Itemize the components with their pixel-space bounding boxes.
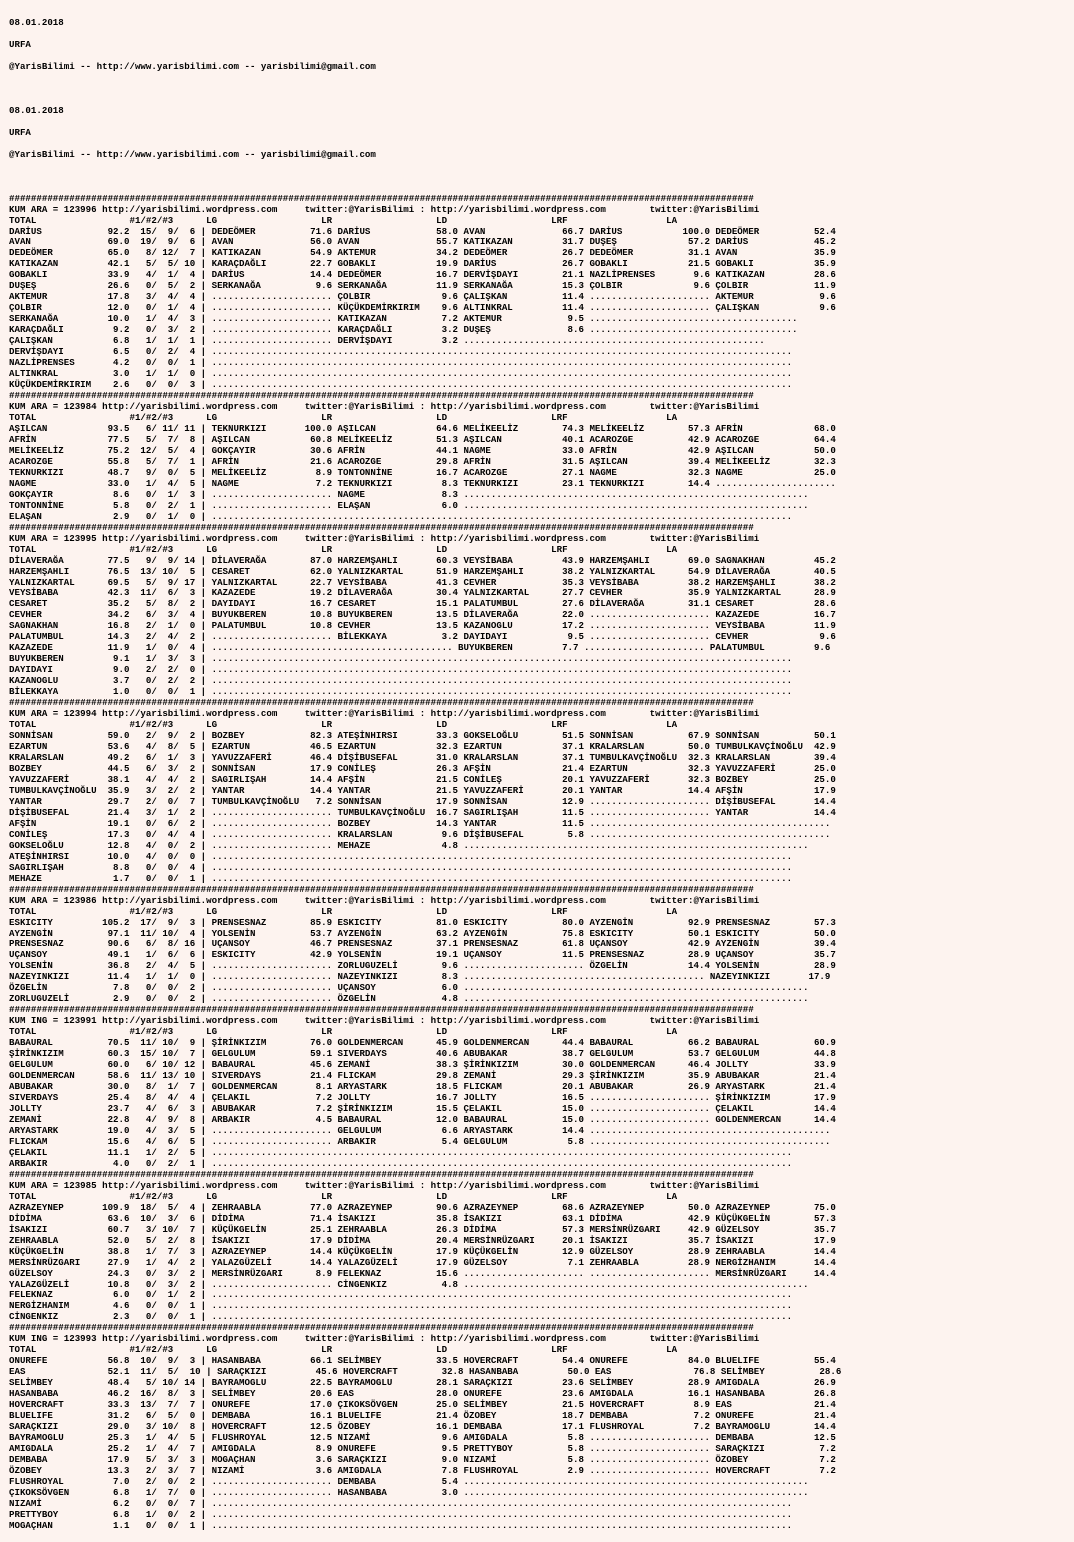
horse-row: CİNGENKIZ 2.3 0/ 0/ 1 | ..........................................................................................................	[9, 1311, 793, 1323]
blank-line	[9, 171, 1074, 182]
race-block	[9, 1004, 1074, 1169]
horse-row: GOLDENMERCAN 58.6 11/ 13/ 10 | SIVERDAYS 21.4 FLICKAM 29.8 ZEMANİ 29.3 ŞİRİNKIZIM 35.9 ABUBAKAR 21.4	[9, 1070, 836, 1082]
horse-row: AVAN 69.0 19/ 9/ 6 | AVAN 56.0 AVAN 55.7 KATIKAZAN 31.7 DUŞEŞ 57.2 DARİUS 45.2	[9, 236, 836, 248]
horse-row: SAGNAKHAN 16.8 2/ 1/ 0 | PALATUMBUL 10.8 CEVHER 13.5 KAZANOGLU 17.2 ...................... VEYSİBABA 11.9	[9, 620, 836, 632]
race-separator: ########################################################################################################################################	[9, 390, 754, 402]
horse-row: CEVHER 34.2 6/ 3/ 4 | BUYUKBEREN 10.8 BUYUKBEREN 13.5 DİLAVERAĞA 22.0 ...................... KAZAZEDE 16.7	[9, 609, 836, 621]
race-column-header: TOTAL #1/#2/#3 LG LR LD LRF LA	[9, 543, 678, 555]
horse-row: VEYSİBABA 42.3 11/ 6/ 3 | KAZAZEDE 19.2 DİLAVERAĞA 30.4 YALNIZKARTAL 27.7 CEVHER 35.9 YALNIZKARTAL 28.9	[9, 587, 836, 599]
horse-row: KATIKAZAN 42.1 5/ 5/ 10 | KARAÇDAĞLI 22.7 GOBAKLI 19.9 DARİUS 26.7 GOBAKLI 21.5 GOBAKLI 35.9	[9, 258, 836, 270]
horse-row: SIVERDAYS 25.4 8/ 4/ 4 | ÇELAKIL 7.2 JOLLTY 16.7 JOLLTY 16.5 ...................... ŞİRİNKIZIM 17.9	[9, 1092, 836, 1104]
horse-row: İSAKIZI 60.7 3/ 10/ 7 | KÜÇÜKGELİN 25.1 ZEHRAABLA 26.3 DİDİMA 57.3 MERSİNRÜZGARI 42.9 GÜZELSOY 35.7	[9, 1223, 836, 1235]
horse-row: KÜÇÜKGELİN 38.8 1/ 7/ 3 | AZRAZEYNEP 14.4 KÜÇÜKGELİN 17.9 KÜÇÜKGELİN 12.9 GÜZELSOY 28.9 ZEHRAABLA 14.4	[9, 1245, 836, 1257]
race-title: KUM ING = 123993 http://yarisbilimi.wordpress.com twitter:@YarisBilimi : http://yarisbilimi.wordpress.com twitter:@YarisBilimi	[9, 1333, 760, 1345]
races-container	[9, 193, 1074, 1531]
race-separator: ########################################################################################################################################	[9, 192, 754, 204]
horse-row: DAYIDAYI 9.0 2/ 2/ 0 | ..........................................................................................................	[9, 664, 793, 676]
horse-row: UÇANSOY 49.1 1/ 6/ 6 | ESKICITY 42.9 YOLSENİN 19.1 UÇANSOY 11.5 PRENSESNAZ 28.9 UÇANSOY 35.7	[9, 949, 836, 961]
race-separator: ########################################################################################################################################	[9, 521, 754, 533]
report-date-repeat: 08.01.2018	[9, 104, 64, 116]
horse-row: YANTAR 29.7 2/ 0/ 7 | TUMBULKAVÇİNOĞLU 7.2 SONNİSAN 17.9 SONNİSAN 12.9 ...................... DİŞİBUSEFAL 14.4	[9, 795, 836, 807]
horse-row: ÖZGELİN 7.8 0/ 0/ 2 | ...................... UÇANSOY 6.0 ...............................................................	[9, 982, 809, 994]
horse-row: ATEŞİNHIRSI 10.0 4/ 0/ 0 | ..........................................................................................................	[9, 850, 793, 862]
race-column-header: TOTAL #1/#2/#3 LG LR LD LRF LA	[9, 1344, 678, 1356]
horse-row: SAGIRLIŞAH 8.8 0/ 0/ 4 | ..........................................................................................................	[9, 861, 793, 873]
horse-row: ÇOLBIR 12.0 0/ 1/ 4 | ...................... KÜÇÜKDEMİRKIRIM 9.6 ALTINKRAL 11.4 ...................... ÇALIŞKAN 9.6	[9, 302, 836, 314]
race-title: KUM ARA = 123996 http://yarisbilimi.wordpress.com twitter:@YarisBilimi : http://yarisbilimi.wordpress.com twitter:@YarisBilimi	[9, 203, 760, 215]
horse-row: PRETTYBOY 6.8 1/ 0/ 2 | ..........................................................................................................	[9, 1508, 793, 1520]
horse-row: PRENSESNAZ 90.6 6/ 8/ 16 | UÇANSOY 46.7 PRENSESNAZ 37.1 PRENSESNAZ 61.8 UÇANSOY 42.9 AYZENGİN 39.4	[9, 938, 836, 950]
horse-row: KAZAZEDE 11.9 1/ 0/ 4 | ............................................ BUYUKBEREN 7.7 ...................... PALATUMBUL 9.6	[9, 642, 831, 654]
horse-row: AYZENGİN 97.1 11/ 10/ 4 | YOLSENİN 53.7 AYZENGİN 63.2 AYZENGİN 75.8 ESKICITY 50.1 ESKICITY 50.0	[9, 927, 836, 939]
race-title: KUM ARA = 123985 http://yarisbilimi.wordpress.com twitter:@YarisBilimi : http://yarisbilimi.wordpress.com twitter:@YarisBilimi	[9, 1179, 760, 1191]
race-title: KUM ARA = 123986 http://yarisbilimi.wordpress.com twitter:@YarisBilimi : http://yarisbilimi.wordpress.com twitter:@YarisBilimi	[9, 894, 760, 906]
race-block	[9, 697, 1074, 883]
race-column-header: TOTAL #1/#2/#3 LG LR LD LRF LA	[9, 1190, 678, 1202]
horse-row: ÇALIŞKAN 6.8 1/ 1/ 1 | ...................... DERVİŞDAYI 3.2 .......................................................	[9, 335, 765, 347]
race-title: KUM ARA = 123984 http://yarisbilimi.wordpress.com twitter:@YarisBilimi : http://yarisbilimi.wordpress.com twitter:@YarisBilimi	[9, 401, 760, 413]
horse-row: DUŞEŞ 26.6 0/ 5/ 2 | SERKANAĞA 9.6 SERKANAĞA 11.9 SERKANAĞA 15.3 ÇOLBIR 9.6 ÇOLBIR 11.9	[9, 280, 836, 292]
horse-row: ÖZOBEY 13.3 2/ 3/ 7 | NIZAMİ 3.6 AMIGDALA 7.8 FLUSHROYAL 2.9 ...................... HOVERCRAFT 7.2	[9, 1464, 836, 1476]
horse-row: SONNİSAN 59.0 2/ 9/ 2 | BOZBEY 82.3 ATEŞİNHIRSI 33.3 GOKSELOĞLU 51.5 SONNİSAN 67.9 SONNİSAN 50.1	[9, 730, 836, 742]
race-block	[9, 1322, 1074, 1530]
horse-row: TONTONNİNE 5.8 0/ 2/ 1 | ...................... ELAŞAN 6.0 ...............................................................	[9, 499, 809, 511]
horse-row: KÜÇÜKDEMİRKIRIM 2.6 0/ 0/ 3 | ..........................................................................................................	[9, 379, 793, 391]
horse-row: ÇIKOKSÖVGEN 6.8 1/ 7/ 0 | ...................... HASANBABA 3.0 ...............................................................	[9, 1486, 809, 1498]
race-title: KUM ING = 123991 http://yarisbilimi.wordpress.com twitter:@YarisBilimi : http://yarisbilimi.wordpress.com twitter:@YarisBilimi	[9, 1015, 760, 1027]
horse-row: YALNIZKARTAL 69.5 5/ 9/ 17 | YALNIZKARTAL 22.7 VEYSİBABA 41.3 CEVHER 35.3 VEYSİBABA 38.2 HARZEMŞAHLI 38.2	[9, 576, 836, 588]
horse-row: BOZBEY 44.5 6/ 3/ 2 | SONNİSAN 17.9 CONİLEŞ 26.3 AFŞİN 21.4 EZARTUN 32.3 YAVUZZAFERİ 25.0	[9, 762, 836, 774]
horse-row: BUYUKBEREN 9.1 1/ 3/ 3 | ..........................................................................................................	[9, 653, 793, 665]
horse-row: PALATUMBUL 14.3 2/ 4/ 2 | ...................... BİLEKKAYA 3.2 DAYIDAYI 9.5 ...................... CEVHER 9.6	[9, 631, 836, 643]
horse-row: KARAÇDAĞLI 9.2 0/ 3/ 2 | ...................... KARAÇDAĞLI 3.2 DUŞEŞ 8.6 ......................................	[9, 324, 798, 336]
horse-row: JOLLTY 23.7 4/ 6/ 3 | ABUBAKAR 7.2 ŞİRİNKIZIM 15.5 ÇELAKIL 15.0 ...................... ÇELAKIL 14.4	[9, 1103, 836, 1115]
horse-row: CESARET 35.2 5/ 8/ 2 | DAYIDAYI 16.7 CESARET 15.1 PALATUMBUL 27.6 DİLAVERAĞA 31.1 CESARET 28.6	[9, 598, 836, 610]
horse-row: HOVERCRAFT 33.3 13/ 7/ 7 | ONUREFE 17.0 ÇIKOKSÖVGEN 25.0 SELİMBEY 21.5 HOVERCRAFT 8.9 EAS 21.4	[9, 1399, 836, 1411]
horse-row: GOKSELOĞLU 12.8 4/ 0/ 2 | ...................... MEHAZE 4.8 ...............................................................	[9, 839, 809, 851]
race-separator: ########################################################################################################################################	[9, 883, 754, 895]
horse-row: ÇELAKIL 11.1 1/ 2/ 5 | ..........................................................................................................	[9, 1146, 793, 1158]
race-column-header: TOTAL #1/#2/#3 LG LR LD LRF LA	[9, 1026, 678, 1038]
horse-row: BLUELIFE 31.2 6/ 5/ 0 | DEMBABA 16.1 BLUELIFE 21.4 ÖZOBEY 18.7 DEMBABA 7.2 ONUREFE 21.4	[9, 1410, 836, 1422]
horse-row: ARBAKIR 4.0 0/ 2/ 1 | ..........................................................................................................	[9, 1157, 793, 1169]
horse-row: GOKÇAYIR 8.6 0/ 1/ 3 | ...................... NAGME 8.3 ...............................................................	[9, 488, 809, 500]
horse-row: GÜZELSOY 24.3 0/ 3/ 2 | MERSİNRÜZGARI 8.9 FELEKNAZ 15.6 ...................... ...................... MERSİNRÜZGARI 14.4	[9, 1267, 836, 1279]
horse-row: ZORLUGUZELİ 2.9 0/ 0/ 2 | ...................... ÖZGELİN 4.8 ...............................................................	[9, 993, 809, 1005]
horse-row: SARAÇKIZI 29.0 3/ 10/ 8 | HOVERCRAFT 12.5 ÖZOBEY 16.1 DEMBABA 17.1 FLUSHROYAL 7.2 BAYRAMOGLU 14.4	[9, 1421, 836, 1433]
horse-row: AMIGDALA 25.2 1/ 4/ 7 | AMIGDALA 8.9 ONUREFE 9.5 PRETTYBOY 5.8 ...................... SARAÇKIZI 7.2	[9, 1443, 836, 1455]
horse-row: MERSİNRÜZGARI 27.9 1/ 4/ 2 | YALAZGÜZELİ 14.4 YALAZGÜZELİ 17.9 GÜZELSOY 7.1 ZEHRAABLA 28.9 NERGİZHANIM 14.4	[9, 1256, 836, 1268]
horse-row: DEMBABA 17.9 5/ 3/ 3 | MOGAÇHAN 3.6 SARAÇKIZI 9.0 NIZAMİ 5.8 ...................... ÖZOBEY 7.2	[9, 1454, 836, 1466]
horse-row: HASANBABA 46.2 16/ 8/ 3 | SELİMBEY 20.6 EAS 28.0 ONUREFE 23.6 AMIGDALA 16.1 HASANBABA 26.8	[9, 1388, 836, 1400]
report-contact: @YarisBilimi -- http://www.yarisbilimi.com -- yarisbilimi@gmail.com	[9, 60, 376, 72]
horse-row: ŞİRİNKIZIM 60.3 15/ 10/ 7 | GELGULUM 59.1 SIVERDAYS 40.6 ABUBAKAR 38.7 GELGULUM 53.7 GELGULUM 44.8	[9, 1048, 836, 1060]
horse-row: BAYRAMOGLU 25.3 1/ 4/ 5 | FLUSHROYAL 12.5 NIZAMİ 9.6 AMIGDALA 5.8 ...................... DEMBABA 12.5	[9, 1432, 836, 1444]
race-column-header: TOTAL #1/#2/#3 LG LR LD LRF LA	[9, 214, 678, 226]
horse-row: DİDİMA 63.6 10/ 3/ 6 | DİDİMA 71.4 İSAKIZI 35.8 İSAKIZI 63.1 DİDİMA 42.9 KÜÇÜKGELİN 57.3	[9, 1212, 836, 1224]
horse-row: CONİLEŞ 17.3 0/ 4/ 4 | ...................... KRALARSLAN 9.6 DİŞİBUSEFAL 5.8 ............................................	[9, 828, 831, 840]
horse-row: ALTINKRAL 3.0 1/ 1/ 0 | ..........................................................................................................	[9, 368, 793, 380]
race-block	[9, 193, 1074, 390]
horse-row: ACAROZGE 55.8 5/ 7/ 1 | AFRİN 21.6 ACAROZGE 29.8 AFRİN 31.5 AŞILCAN 39.4 MELİKEELİZ 32.3	[9, 455, 836, 467]
race-column-header: TOTAL #1/#2/#3 LG LR LD LRF LA	[9, 905, 678, 917]
race-separator: ########################################################################################################################################	[9, 1004, 754, 1016]
horse-row: MELİKEELİZ 75.2 12/ 5/ 4 | GOKÇAYIR 30.6 AFRİN 44.1 NAGME 33.0 AFRİN 42.9 AŞILCAN 50.0	[9, 444, 836, 456]
horse-row: DEDEÖMER 65.0 8/ 12/ 7 | KATIKAZAN 54.9 AKTEMUR 34.2 DEDEÖMER 26.7 DEDEÖMER 31.1 AVAN 35.9	[9, 247, 836, 259]
race-block	[9, 522, 1074, 698]
horse-row: TEKNURKIZI 48.7 9/ 0/ 5 | MELİKEELİZ 8.9 TONTONNİNE 16.7 ACAROZGE 27.1 NAGME 32.3 NAGME 25.0	[9, 466, 836, 478]
horse-row: GELGULUM 60.0 6/ 10/ 12 | BABAURAL 45.6 ZEMANİ 38.3 ŞİRİNKIZIM 30.0 GOLDENMERCAN 46.4 JOLLTY 33.9	[9, 1059, 836, 1071]
horse-row: ONUREFE 56.8 10/ 9/ 3 | HASANBABA 66.1 SELİMBEY 33.5 HOVERCRAFT 54.4 ONUREFE 84.0 BLUELIFE 55.4	[9, 1355, 836, 1367]
horse-row: SELİMBEY 48.4 5/ 10/ 14 | BAYRAMOGLU 22.5 BAYRAMOGLU 28.1 SARAÇKIZI 23.6 SELİMBEY 28.9 AMIGDALA 26.9	[9, 1377, 836, 1389]
report-contact-repeat: @YarisBilimi -- http://www.yarisbilimi.com -- yarisbilimi@gmail.com	[9, 148, 376, 160]
horse-row: ABUBAKAR 30.0 8/ 1/ 7 | GOLDENMERCAN 8.1 ARYASTARK 18.5 FLICKAM 20.1 ABUBAKAR 26.9 ARYASTARK 21.4	[9, 1081, 836, 1093]
horse-row: SERKANAĞA 10.0 1/ 4/ 3 | ...................... KATIKAZAN 7.2 AKTEMUR 9.5 ......................................	[9, 313, 798, 325]
race-separator: ########################################################################################################################################	[9, 1322, 754, 1334]
horse-row: TUMBULKAVÇİNOĞLU 35.9 3/ 2/ 2 | YANTAR 14.4 YANTAR 21.5 YAVUZZAFERİ 20.1 YANTAR 14.4 AFŞİN 17.9	[9, 784, 836, 796]
race-column-header: TOTAL #1/#2/#3 LG LR LD LRF LA	[9, 411, 678, 423]
horse-row: NAZLİPRENSES 4.2 0/ 0/ 1 | ..........................................................................................................	[9, 357, 793, 369]
horse-row: YALAZGÜZELİ 10.8 0/ 3/ 2 | ...................... CİNGENKIZ 4.8 ...............................................................	[9, 1278, 809, 1290]
race-separator: ########################################################################################################################################	[9, 1168, 754, 1180]
horse-row: AZRAZEYNEP 109.9 18/ 5/ 4 | ZEHRAABLA 77.0 AZRAZEYNEP 90.6 AZRAZEYNEP 68.6 AZRAZEYNEP 50.0 AZRAZEYNEP 75.0	[9, 1201, 836, 1213]
race-separator: ########################################################################################################################################	[9, 697, 754, 709]
horse-row: AKTEMUR 17.8 3/ 4/ 4 | ...................... ÇOLBIR 9.6 ÇALIŞKAN 11.4 ...................... AKTEMUR 9.6	[9, 291, 836, 303]
horse-row: NAZEYINKIZI 11.4 1/ 1/ 0 | ...................... NAZEYINKIZI 8.3 ............................................ NAZEYINKIZI 17.9	[9, 971, 831, 983]
horse-row: ELAŞAN 2.9 0/ 1/ 0 | ..........................................................................................................	[9, 510, 793, 522]
horse-row: ZEMANİ 22.8 4/ 9/ 8 | ARBAKIR 4.5 BABAURAL 12.0 BABAURAL 15.0 ...................... GOLDENMERCAN 14.4	[9, 1113, 836, 1125]
horse-row: KRALARSLAN 49.2 6/ 1/ 3 | YAVUZZAFERİ 46.4 DİŞİBUSEFAL 31.0 KRALARSLAN 37.1 TUMBULKAVÇİNOĞLU 32.3 KRALARSLAN 39.4	[9, 752, 836, 764]
horse-row: ZEHRAABLA 52.0 5/ 2/ 8 | İSAKIZI 17.9 DİDİMA 20.4 MERSİNRÜZGARI 20.1 İSAKIZI 35.7 İSAKIZI 17.9	[9, 1234, 836, 1246]
race-title: KUM ARA = 123994 http://yarisbilimi.wordpress.com twitter:@YarisBilimi : http://yarisbilimi.wordpress.com twitter:@YarisBilimi	[9, 708, 760, 720]
report-city-repeat: URFA	[9, 126, 31, 138]
horse-row: MOGAÇHAN 1.1 0/ 0/ 1 | ..........................................................................................................	[9, 1519, 793, 1531]
horse-row: GOBAKLI 33.9 4/ 1/ 4 | DARİUS 14.4 DEDEÖMER 16.7 DERVİŞDAYI 21.1 NAZLİPRENSES 9.6 KATIKAZAN 28.6	[9, 269, 836, 281]
horse-row: BİLEKKAYA 1.0 0/ 0/ 1 | ..........................................................................................................	[9, 686, 793, 698]
horse-row: FELEKNAZ 6.0 0/ 1/ 2 | ..........................................................................................................	[9, 1289, 793, 1301]
horse-row: AŞILCAN 93.5 6/ 11/ 11 | TEKNURKIZI 100.0 AŞILCAN 64.6 MELİKEELİZ 74.3 MELİKEELİZ 57.3 AFRİN 68.0	[9, 422, 836, 434]
horse-row: HARZEMŞAHLI 76.5 13/ 10/ 5 | CESARET 62.0 YALNIZKARTAL 51.9 HARZEMŞAHLI 38.2 YALNIZKARTAL 54.9 DİLAVERAĞA 40.5	[9, 565, 836, 577]
horse-row: MEHAZE 1.7 0/ 0/ 1 | ..........................................................................................................	[9, 872, 793, 884]
race-block	[9, 390, 1074, 522]
blank-line	[9, 83, 1074, 94]
race-block	[9, 1169, 1074, 1323]
horse-row: KAZANOGLU 3.7 0/ 2/ 2 | ..........................................................................................................	[9, 675, 793, 687]
race-title: KUM ARA = 123995 http://yarisbilimi.wordpress.com twitter:@YarisBilimi : http://yarisbilimi.wordpress.com twitter:@YarisBilimi	[9, 532, 760, 544]
horse-row: EZARTUN 53.6 4/ 8/ 5 | EZARTUN 46.5 EZARTUN 32.3 EZARTUN 37.1 KRALARSLAN 50.0 TUMBULKAVÇİNOĞLU 42.9	[9, 741, 836, 753]
horse-row: YAVUZZAFERİ 38.1 4/ 4/ 2 | SAGIRLIŞAH 14.4 AFŞİN 21.5 CONİLEŞ 20.1 YAVUZZAFERİ 32.3 BOZBEY 25.0	[9, 773, 836, 785]
horse-row: NAGME 33.0 1/ 4/ 5 | NAGME 7.2 TEKNURKIZI 8.3 TEKNURKIZI 23.1 TEKNURKIZI 14.4 ......................	[9, 477, 836, 489]
horse-row: NERGİZHANIM 4.6 0/ 0/ 1 | ..........................................................................................................	[9, 1300, 793, 1312]
horse-row: DARİUS 92.2 15/ 9/ 6 | DEDEÖMER 71.6 DARİUS 58.0 AVAN 66.7 DARİUS 100.0 DEDEÖMER 52.4	[9, 225, 836, 237]
horse-row: ARYASTARK 19.0 4/ 3/ 5 | ...................... GELGULUM 6.6 ARYASTARK 14.4 ............................................	[9, 1124, 831, 1136]
horse-row: FLUSHROYAL 7.0 2/ 0/ 2 | ...................... DEMBABA 5.4 ...............................................................	[9, 1475, 809, 1487]
report-city: URFA	[9, 38, 31, 50]
horse-row: DİLAVERAĞA 77.5 9/ 9/ 14 | DİLAVERAĞA 87.0 HARZEMŞAHLI 60.3 VEYSİBABA 43.9 HARZEMŞAHLI 69.0 SAGNAKHAN 45.2	[9, 554, 836, 566]
horse-row: DERVİŞDAYI 6.5 0/ 2/ 4 | ..........................................................................................................	[9, 346, 793, 358]
horse-row: NIZAMİ 6.2 0/ 0/ 7 | ..........................................................................................................	[9, 1497, 793, 1509]
report-date: 08.01.2018	[9, 16, 64, 28]
horse-row: EAS 52.1 11/ 5/ 10 | SARAÇKIZI 45.6 HOVERCRAFT 32.8 HASANBABA 50.0 EAS 76.8 SELİMBEY 28.6	[9, 1366, 842, 1378]
horse-row: AFŞİN 19.1 0/ 6/ 2 | ...................... BOZBEY 14.3 YANTAR 11.5 ............................................	[9, 817, 831, 829]
horse-row: ESKICITY 105.2 17/ 9/ 3 | PRENSESNAZ 85.9 ESKICITY 81.0 ESKICITY 80.0 AYZENGİN 92.9 PRENSESNAZ 57.3	[9, 916, 836, 928]
horse-row: BABAURAL 70.5 11/ 10/ 9 | ŞİRİNKIZIM 76.0 GOLDENMERCAN 45.9 GOLDENMERCAN 44.4 BABAURAL 66.2 BABAURAL 60.9	[9, 1037, 836, 1049]
race-column-header: TOTAL #1/#2/#3 LG LR LD LRF LA	[9, 719, 678, 731]
horse-row: DİŞİBUSEFAL 21.4 3/ 1/ 2 | ...................... TUMBULKAVÇİNOĞLU 16.7 SAGIRLIŞAH 11.5 ...................... YANTAR 14.4	[9, 806, 836, 818]
race-block	[9, 884, 1074, 1005]
horse-row: FLICKAM 15.6 4/ 6/ 5 | ...................... ARBAKIR 5.4 GELGULUM 5.8 ............................................	[9, 1135, 831, 1147]
horse-row: YOLSENİN 36.8 2/ 4/ 5 | ...................... ZORLUGUZELİ 9.6 ...................... ÖZGELİN 14.4 YOLSENİN 28.9	[9, 960, 836, 972]
horse-row: AFRİN 77.5 5/ 7/ 8 | AŞILCAN 60.8 MELİKEELİZ 51.3 AŞILCAN 40.1 ACAROZGE 42.9 ACAROZGE 64.4	[9, 433, 836, 445]
